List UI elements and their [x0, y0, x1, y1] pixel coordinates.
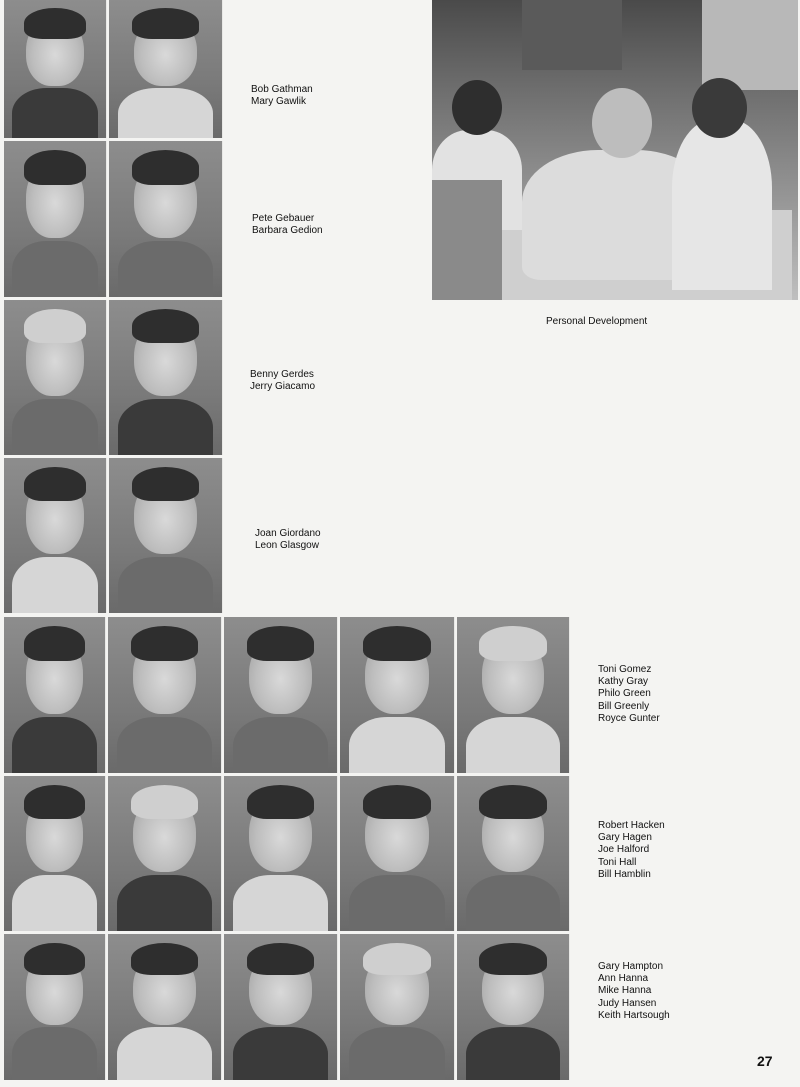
portrait-jerry-giacamo — [109, 300, 223, 455]
student-figure — [592, 88, 652, 158]
caption-name: Robert Hacken — [598, 820, 665, 831]
bookshelf — [522, 0, 622, 70]
portrait-barbara-gedion — [109, 141, 223, 297]
portrait-hair — [24, 309, 85, 343]
portrait-torso — [118, 399, 213, 455]
caption-name: Barbara Gedion — [252, 225, 323, 237]
portrait-hair — [24, 943, 85, 975]
student-figure — [452, 80, 502, 135]
caption-group-7 — [598, 961, 670, 1022]
portrait-joan-giordano — [4, 458, 107, 613]
portrait-torso — [12, 1027, 97, 1080]
portrait-toni-gomez — [4, 617, 106, 773]
portrait-torso — [117, 717, 212, 773]
caption-name: Toni Gomez — [598, 664, 652, 675]
portrait-torso — [12, 557, 98, 613]
portrait-robert-hacken — [4, 776, 106, 931]
caption-name: Mike Hanna — [598, 985, 652, 997]
portrait-hair — [131, 785, 199, 819]
caption-name: Joe Halford — [598, 844, 650, 856]
portrait-torso — [12, 399, 98, 455]
portrait-torso — [349, 875, 445, 931]
portrait-gary-hagen — [108, 776, 222, 931]
student-figure — [432, 180, 502, 300]
portrait-bill-hamblin — [457, 776, 570, 931]
portrait-hair — [24, 467, 85, 501]
portrait-hair — [363, 943, 431, 975]
caption-group-5 — [598, 664, 660, 725]
caption-name: Mary Gawlik — [251, 96, 307, 108]
caption-name: Royce Gunter — [598, 712, 660, 724]
portrait-mary-gawlik — [109, 0, 223, 138]
portrait-hair — [24, 626, 85, 660]
portrait-torso — [233, 717, 328, 773]
student-figure — [692, 78, 747, 138]
portrait-hair — [363, 785, 431, 819]
caption-name: Judy Hansen — [598, 997, 657, 1009]
portrait-pete-gebauer — [4, 141, 107, 297]
photo-caption: Personal Development — [546, 316, 648, 327]
caption-name: Keith Hartsough — [598, 1009, 670, 1021]
portrait-judy-hansen — [340, 934, 455, 1080]
caption-group-4 — [255, 528, 321, 552]
portrait-keith-hartsough — [457, 934, 570, 1080]
portrait-torso — [118, 88, 213, 138]
portrait-hair — [132, 467, 200, 501]
portrait-royce-gunter — [457, 617, 570, 773]
portrait-joe-halford — [224, 776, 338, 931]
portrait-torso — [12, 241, 98, 297]
portrait-torso — [233, 875, 328, 931]
portrait-hair — [363, 626, 431, 660]
caption-name: Pete Gebauer — [252, 213, 315, 224]
portrait-hair — [479, 943, 546, 975]
caption-name: Bill Hamblin — [598, 868, 651, 880]
portrait-hair — [479, 785, 546, 819]
portrait-hair — [131, 626, 199, 660]
caption-name: Toni Hall — [598, 856, 637, 868]
window-area — [702, 0, 798, 90]
caption-group-6 — [598, 820, 665, 881]
portrait-torso — [466, 1027, 560, 1080]
portrait-torso — [349, 1027, 445, 1080]
classroom-photo — [432, 0, 798, 300]
portrait-torso — [117, 1027, 212, 1080]
portrait-hair — [247, 943, 315, 975]
portrait-torso — [118, 557, 213, 613]
portrait-torso — [466, 875, 560, 931]
portrait-torso — [349, 717, 445, 773]
portrait-torso — [466, 717, 560, 773]
caption-name: Ann Hanna — [598, 973, 649, 985]
caption-group-3 — [250, 369, 315, 393]
portrait-hair — [131, 943, 199, 975]
portrait-toni-hall — [340, 776, 455, 931]
portrait-hair — [247, 626, 315, 660]
caption-name: Leon Glasgow — [255, 540, 319, 552]
portrait-philo-green — [224, 617, 338, 773]
portrait-torso — [117, 875, 212, 931]
portrait-kathy-gray — [108, 617, 222, 773]
portrait-hair — [132, 309, 200, 343]
portrait-torso — [12, 875, 97, 931]
portrait-hair — [132, 8, 200, 38]
portrait-ann-hanna — [108, 934, 222, 1080]
caption-name: Philo Green — [598, 688, 651, 700]
portrait-torso — [233, 1027, 328, 1080]
caption-group-1 — [251, 84, 313, 108]
portrait-mike-hanna — [224, 934, 338, 1080]
portrait-gary-hampton — [4, 934, 106, 1080]
portrait-hair — [247, 785, 315, 819]
portrait-torso — [118, 241, 213, 297]
portrait-torso — [12, 717, 97, 773]
caption-name: Bob Gathman — [251, 84, 313, 95]
portrait-torso — [12, 88, 98, 138]
student-figure — [672, 120, 772, 290]
page-number: 27 — [757, 1053, 773, 1069]
portrait-hair — [24, 785, 85, 819]
caption-name: Gary Hampton — [598, 961, 664, 972]
caption-group-2 — [252, 213, 323, 237]
portrait-hair — [24, 8, 85, 38]
caption-name: Gary Hagen — [598, 832, 652, 844]
caption-name: Benny Gerdes — [250, 369, 314, 380]
portrait-bill-greenly — [340, 617, 455, 773]
portrait-hair — [132, 150, 200, 184]
caption-name: Bill Greenly — [598, 700, 650, 712]
caption-name: Kathy Gray — [598, 676, 649, 688]
caption-name: Joan Giordano — [255, 528, 321, 539]
portrait-bob-gathman — [4, 0, 107, 138]
portrait-benny-gerdes — [4, 300, 107, 455]
portrait-hair — [479, 626, 546, 660]
caption-name: Jerry Giacamo — [250, 381, 316, 393]
portrait-leon-glasgow — [109, 458, 223, 613]
portrait-hair — [24, 150, 85, 184]
